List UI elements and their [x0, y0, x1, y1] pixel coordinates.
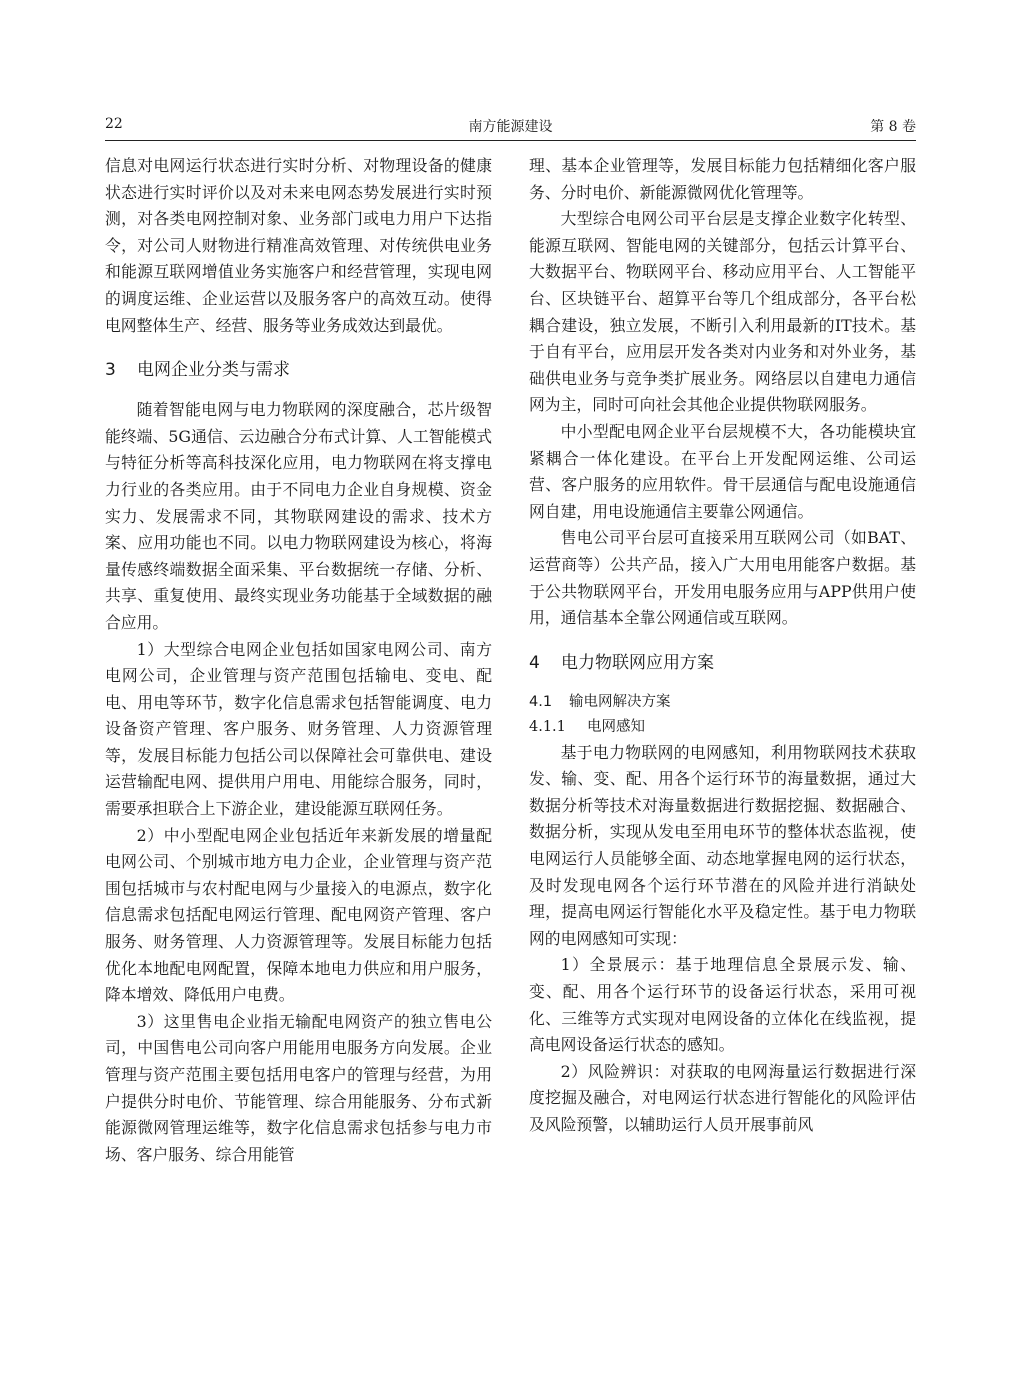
section-number: 4: [529, 652, 540, 673]
subsubsection-title: 电网感知: [587, 718, 645, 735]
page-number: 22: [105, 116, 123, 132]
left-column: [105, 153, 492, 1168]
subsection-number: 4.1: [529, 693, 553, 710]
paragraph: 售电公司平台层可直接采用互联网公司（如BAT、运营商等）公共产品，接入广大用电用能客户数据。基于公共物联网平台，开发用电服务应用与APP供用户使用，通信基本全靠公网通信或互联网。: [529, 528, 916, 628]
paragraph: 基于电力物联网的电网感知，利用物联网技术获取发、输、变、配、用各个运行环节的海量数据，通过大数据分析等技术对海量数据进行数据挖掘、数据融合、数据分析，实现从发电至用电环节的整体状态监视，使电网运行人员能够全面、动态地掌握电网的运行状态，及时发现电网各个运行环节潜在的风险并进行消缺处理，提高电网运行智能化水平及稳定性。基于电力物联网的电网感知可实现：: [529, 742, 916, 948]
paragraph: 1）全景展示：基于地理信息全景展示发、输、变、配、用各个运行环节的设备运行状态，采用可视化、三维等方式实现对电网设备的立体化在线监视，提高电网设备运行状态的感知。: [529, 955, 916, 1055]
running-header: [105, 110, 916, 141]
paragraph: 大型综合电网公司平台层是支撑企业数字化转型、能源互联网、智能电网的关键部分，包括云计算平台、大数据平台、物联网平台、移动应用平台、人工智能平台、区块链平台、超算平台等几个组成部分，各平台松耦合建设，独立发展，不断引入利用最新的IT技术。基于自有平台，应用层开发各类对内业务和对外业务，基础供电业务与竞争类扩展业务。网络层以自建电力通信网为主，同时可向社会其他企业提供物联网服务。: [529, 209, 916, 415]
right-column: [529, 153, 916, 1139]
section-heading-4: [529, 650, 916, 676]
subsection-title: 输电网解决方案: [569, 693, 671, 710]
paragraph: 信息对电网运行状态进行实时分析、对物理设备的健康状态进行实时评价以及对未来电网态势发展进行实时预测，对各类电网控制对象、业务部门或电力用户下达指令，对公司人财物进行精准高效管理、对传统供电业务和能源互联网增值业务实施客户和经营管理，实现电网的调度运维、企业运营以及服务客户的高效互动。使得电网整体生产、经营、服务等业务成效达到最优。: [105, 156, 492, 335]
subsubsection-heading-4-1-1: [529, 715, 916, 740]
section-title: 电力物联网应用方案: [561, 652, 714, 673]
paragraph: 3）这里售电企业指无输配电网资产的独立售电公司，中国售电公司向客户用能用电服务方向发展。企业管理与资产范围主要包括用电客户的管理与经营，为用户提供分时电价、节能管理、综合用能服务、分布式新能源微网管理运维等，数字化信息需求包括参与电力市场、客户服务、综合用能管: [105, 1011, 492, 1164]
subsection-heading-4-1: [529, 690, 916, 715]
section-title: 电网企业分类与需求: [137, 360, 290, 381]
paragraph: 中小型配电网企业平台层规模不大，各功能模块宜紧耦合一体化建设。在平台上开发配网运维、公司运营、客户服务的应用软件。骨干层通信与配电设施通信网自建，用电设施通信主要靠公网通信。: [529, 421, 916, 521]
paragraph: 理、基本企业管理等，发展目标能力包括精细化客户服务、分时电价、新能源微网优化管理等。: [529, 156, 916, 202]
section-heading-3: [105, 357, 492, 383]
volume-label: 第 8 卷: [870, 119, 916, 135]
paragraph: 1）大型综合电网企业包括如国家电网公司、南方电网公司，企业管理与资产范围包括输电、变电、配电、用电等环节，数字化信息需求包括智能调度、电力设备资产管理、客户服务、财务管理、人力资源管理等，发展目标能力包括公司以保障社会可靠供电、建设运营输配电网、提供用户用电、用能综合服务，同时，需要承担联合上下游企业，建设能源互联网任务。: [105, 639, 492, 819]
paragraph: 2）风险辨识：对获取的电网海量运行数据进行深度挖掘及融合，对电网运行状态进行智能化的风险评估及风险预警，以辅助运行人员开展事前风: [529, 1061, 916, 1134]
paragraph: 随着智能电网与电力物联网的深度融合，芯片级智能终端、5G通信、云边融合分布式计算、人工智能模式与特征分析等高科技深化应用，电力物联网在将支撑电力行业的各类应用。由于不同电力企业自身规模、资金实力、发展需求不同，其物联网建设的需求、技术方案、应用功能也不同。以电力物联网建设为核心，将海量传感终端数据全面采集、平台数据统一存储、分析、共享、重复使用、最终实现业务功能基于全域数据的融合应用。: [105, 400, 492, 632]
paragraph: 2）中小型配电网企业包括近年来新发展的增量配电网公司、个别城市地方电力企业，企业管理与资产范围包括城市与农村配电网与少量接入的电源点，数字化信息需求包括配电网运行管理、配电网资产管理、客户服务、财务管理、人力资源管理等。发展目标能力包括优化本地配电网配置，保障本地电力供应和用户服务，降本增效、降低用户电费。: [105, 825, 492, 1005]
journal-title: 南方能源建设: [468, 119, 553, 135]
subsubsection-number: 4.1.1: [529, 718, 566, 735]
section-number: 3: [105, 360, 116, 381]
